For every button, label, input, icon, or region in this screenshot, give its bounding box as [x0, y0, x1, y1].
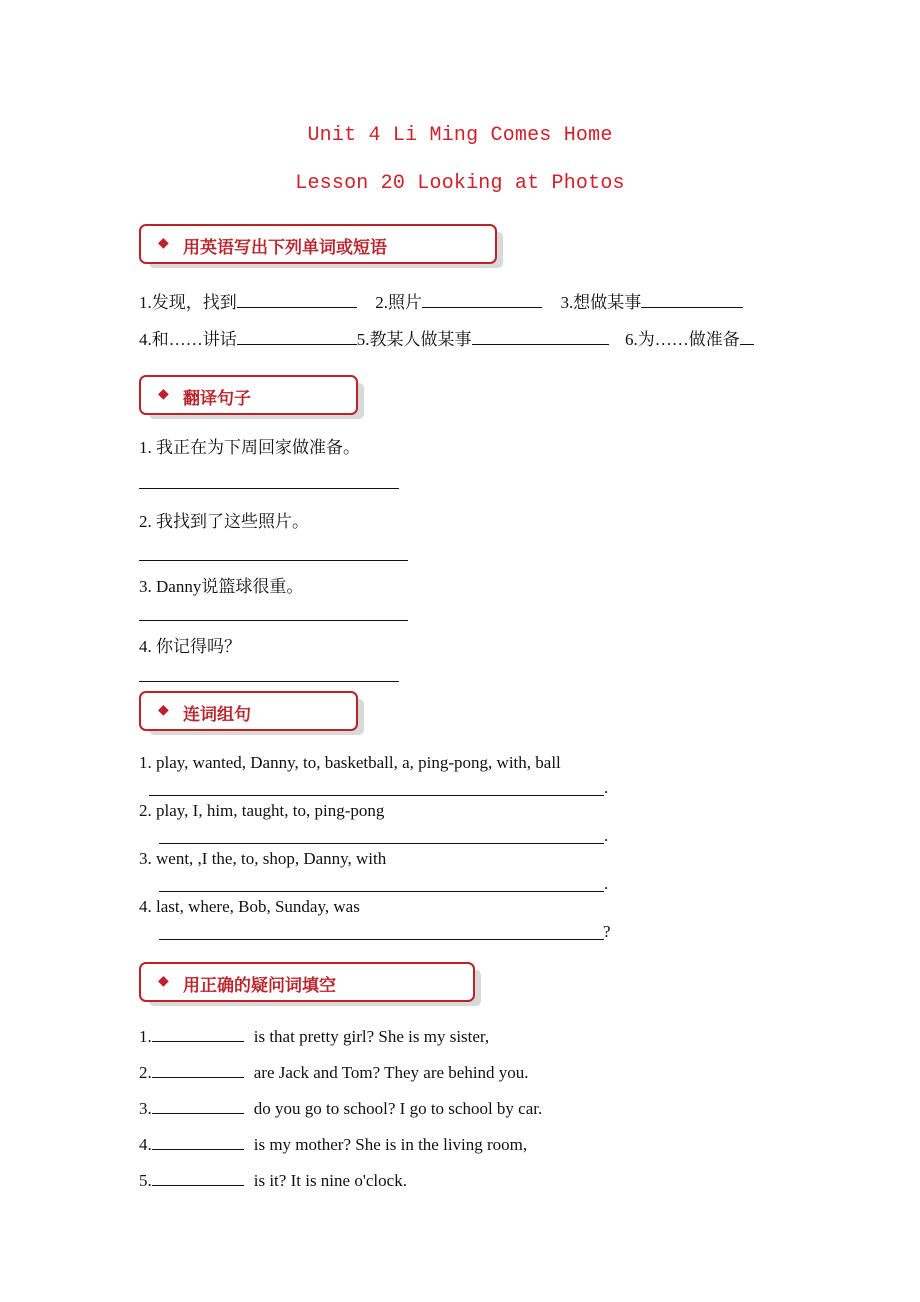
translate-item: 2. 我找到了这些照片。 — [139, 512, 309, 531]
section-label: 连词组句 — [183, 705, 251, 725]
answer-line[interactable] — [139, 620, 408, 621]
section-header — [139, 224, 497, 264]
translate-item: 1. 我正在为下周回家做准备。 — [139, 438, 360, 457]
fill-item — [139, 1132, 527, 1155]
answer-line[interactable] — [159, 939, 604, 940]
answer-line[interactable] — [139, 681, 399, 682]
fill-item — [139, 1024, 489, 1047]
diamond-icon: ◆ — [158, 702, 169, 718]
order-words: 4. last, where, Bob, Sunday, was — [139, 897, 360, 916]
sentence-end: . — [604, 874, 609, 893]
vocab-row — [139, 288, 743, 313]
item-number: 3. — [139, 1099, 152, 1118]
fill-item — [139, 1168, 407, 1191]
translate-item: 3. Danny说篮球很重。 — [139, 577, 304, 596]
item-number: 4. — [139, 1135, 152, 1154]
answer-line[interactable] — [159, 843, 604, 844]
sentence-end: ? — [603, 922, 611, 941]
fill-text: are Jack and Tom? They are behind you. — [253, 1063, 529, 1082]
translate-item: 4. 你记得吗？ — [139, 637, 241, 656]
vocab-item: 4.和……讲话 — [139, 330, 237, 349]
answer-line[interactable] — [139, 560, 408, 561]
section-label: 翻译句子 — [183, 389, 251, 409]
answer-blank[interactable] — [152, 1168, 244, 1186]
answer-blank[interactable] — [237, 290, 357, 308]
answer-line[interactable] — [149, 795, 604, 796]
order-words: 3. went, ,I the, to, shop, Danny, with — [139, 849, 387, 868]
fill-item — [139, 1060, 529, 1083]
vocab-item: 3.想做某事 — [560, 293, 642, 312]
lesson-subtitle: Lesson 20 Looking at Photos — [295, 172, 625, 195]
answer-blank[interactable] — [152, 1096, 244, 1114]
order-words: 1. play, wanted, Danny, to, basketball, a, ping-pong, with, ball — [139, 753, 561, 772]
section-header — [139, 375, 358, 415]
vocab-item: 5.教某人做某事 — [356, 330, 472, 349]
answer-blank[interactable] — [152, 1132, 244, 1150]
fill-text: is my mother? She is in the living room, — [253, 1135, 528, 1154]
answer-blank[interactable] — [152, 1060, 244, 1078]
fill-text: do you go to school? I go to school by car. — [253, 1099, 543, 1118]
diamond-icon: ◆ — [158, 235, 169, 251]
section-label: 用英语写出下列单词或短语 — [183, 238, 387, 258]
answer-blank[interactable] — [472, 327, 609, 345]
diamond-icon: ◆ — [158, 386, 169, 402]
fill-text: is it? It is nine o'clock. — [253, 1171, 407, 1190]
vocab-item: 1.发现，找到 — [139, 293, 237, 312]
answer-blank[interactable] — [152, 1024, 244, 1042]
sentence-end: . — [604, 778, 609, 797]
answer-blank[interactable] — [740, 327, 754, 345]
vocab-item: 6.为……做准备 — [625, 330, 740, 349]
section-header — [139, 962, 475, 1002]
vocab-item: 2.照片 — [375, 293, 422, 312]
sentence-end: . — [604, 826, 609, 845]
answer-blank[interactable] — [237, 327, 357, 345]
vocab-row — [139, 325, 754, 350]
section-header — [139, 691, 358, 731]
fill-item — [139, 1096, 542, 1119]
answer-blank[interactable] — [422, 290, 542, 308]
section-label: 用正确的疑问词填空 — [183, 976, 336, 996]
fill-text: is that pretty girl? She is my sister, — [253, 1027, 490, 1046]
diamond-icon: ◆ — [158, 973, 169, 989]
item-number: 1. — [139, 1027, 152, 1046]
item-number: 2. — [139, 1063, 152, 1082]
page-title: Unit 4 Li Ming Comes Home — [307, 124, 613, 147]
answer-blank[interactable] — [641, 290, 743, 308]
answer-line[interactable] — [159, 891, 604, 892]
order-words: 2. play, I, him, taught, to, ping-pong — [139, 801, 385, 820]
answer-line[interactable] — [139, 488, 399, 489]
item-number: 5. — [139, 1171, 152, 1190]
